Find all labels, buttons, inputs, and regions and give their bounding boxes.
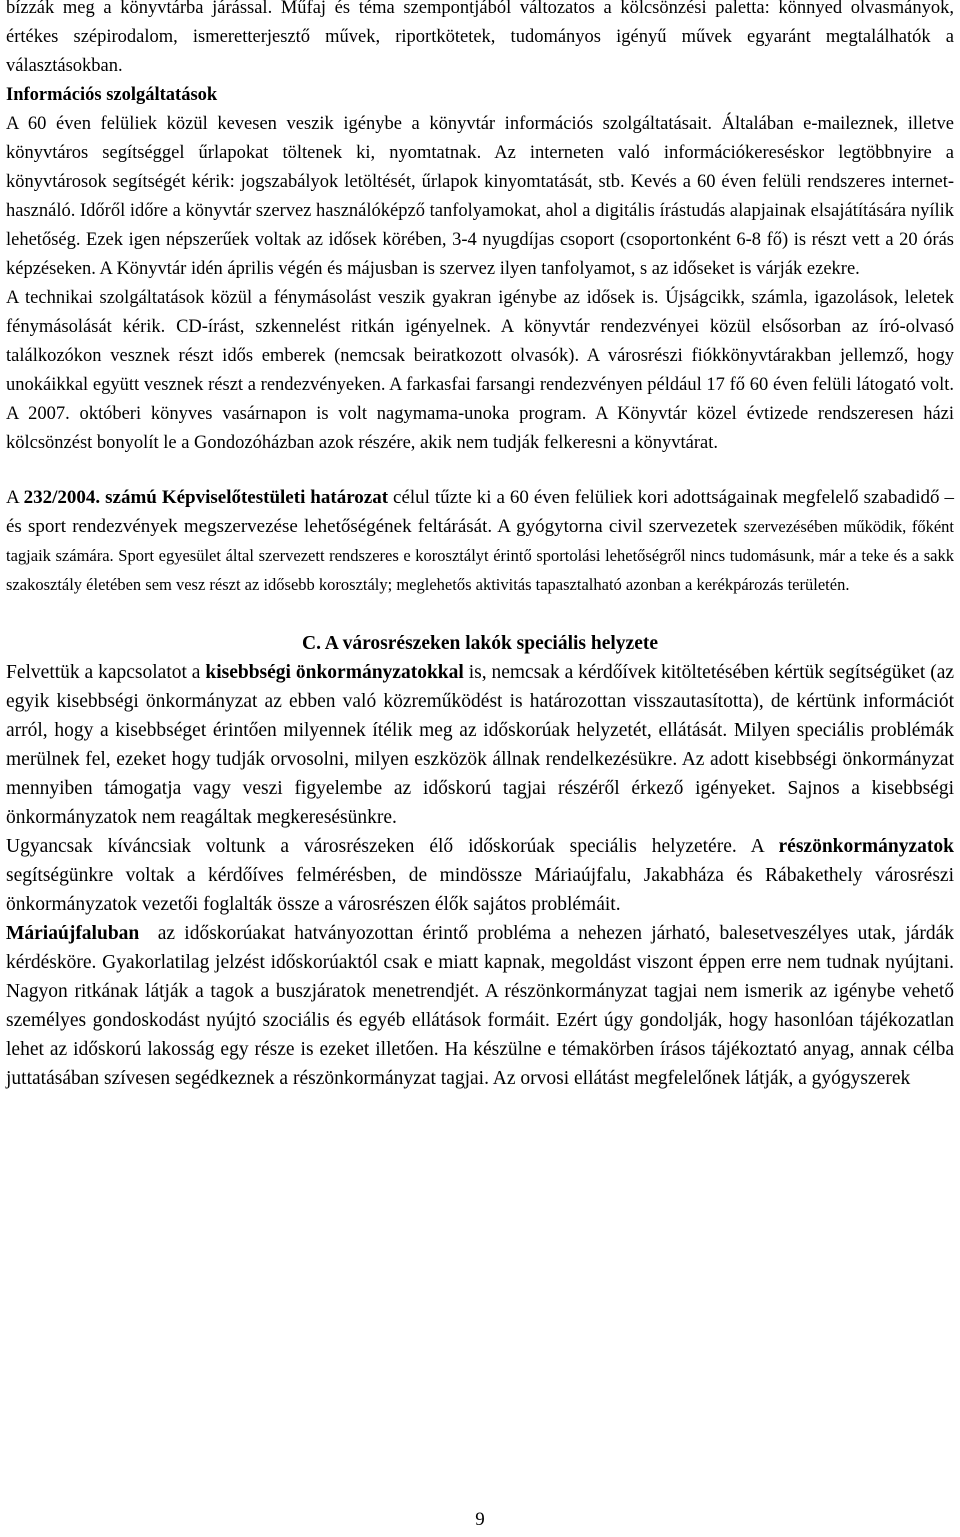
resolution-prefix: A (6, 487, 24, 508)
mariaujfalu-paragraph (6, 919, 959, 1093)
resolution-text: célul tűzte ki a 60 éven felüliek kori adottságainak megfelelő szabadidő –és sport rendezvények megszervezése lehetőségének feltárását. A gyógytorna civil szervezetek (6, 487, 955, 537)
spacer (6, 458, 954, 483)
library-section (6, 0, 954, 458)
minority-paragraph (6, 658, 954, 832)
district-bold: részönkormányzatok (778, 836, 954, 857)
minority-text-a: Felvettük a kapcsolatot a (6, 662, 206, 683)
district-paragraph (6, 832, 954, 919)
resolution-small-text: szervezésében működik, főként tagjaik számára. Sport egyesület által szervezett rendszeres e korosztályt érintő sportolási lehetőségről nincs tudomásunk, már a teke és a sakk szakosztály életében sem vesz részt az idősebb korosztály; meglehetős aktivitás tapasztalható azonban a kerékpározás területén. (6, 517, 954, 594)
resolution-section (6, 483, 954, 599)
district-text-a: Ugyancsak kíváncsiak voltunk a városrészeken élő időskorúak speciális helyzetére. A (6, 836, 779, 857)
resolution-number: 232/2004. (23, 487, 101, 508)
info-services-heading: Információs szolgáltatások (6, 85, 218, 105)
district-text-b: segítségünkre voltak a kérdőíves felmérésben, de mindössze Máriaújfalu, Jakabháza és Rábakethely városrészi önkormányzatok vezetői foglalták össze a városrészen élők sajátos problémáit. (6, 865, 954, 915)
mariaujfalu-bold: Máriaújfaluban (6, 923, 140, 944)
resolution-paragraph (6, 483, 954, 599)
spacer (6, 599, 954, 629)
minority-bold: kisebbségi önkormányzatokkal (205, 662, 464, 683)
technical-services-paragraph: A technikai szolgáltatások közül a fénymásolást veszik gyakran igénybe az idősek is. Újságcikk, számla, igazolások, leletek fénymásolását kérik. CD-írást, szkennelést ritkán igényelnek. A könyvtár rendezvényei közül elsősorban az író-olvasó találkozókon vesznek részt idős emberek (nemcsak beiratkozott olvasók). A városrészi fiókkönyvtárakban jellemző, hogy unokáikkal együtt vesznek részt a rendezvényeken. A farkasfai farsangi rendezvényen például 17 fő 60 éven felüli látogató volt. A 2007. októberi könyves vasárnapon is volt nagymama-unoka program. A Könyvtár közel évtizede rendszeresen házi kölcsönzést bonyolít le a Gondozóházban azok részére, akik nem tudják felkeresni a könyvtárat. (6, 288, 954, 453)
info-services-paragraph: A 60 éven felüliek közül kevesen veszik igénybe a könyvtár információs szolgáltatásait. Általában e-maileznek, illetve könyvtáros segítséggel űrlapokat töltenek ki, nyomtatnak. Az interneten való információkereséskor legtöbbnyire a könyvtárosok segítségét kérik: jogszabályok letöltését, űrlapok kinyomtatását, stb. Kevés a 60 éven felüli rendszeres internet-használó. Időről időre a könyvtár szervez használóképző tanfolyamokat, ahol a digitális írástudás alapjainak elsajátítására nyílik lehetőség. Ezek igen népszerűek voltak az idősek körében, 3-4 nyugdíjas csoport (csoportonként 6-8 fő) is részt vett a 20 órás képzéseken. A Könyvtár idén április végén és májusban is szervez ilyen tanfolyamot, s az időseket is várják ezekre. (6, 114, 954, 279)
intro-paragraph: bízzák meg a könyvtárba járással. Műfaj és téma szempontjából változatos a kölcsönzési paletta: könnyed olvasmányok, értékes szépirodalom, ismeretterjesztő művek, riportkötetek, tudományos igényű művek egyaránt megtalálhatók a választásokban. (6, 0, 954, 76)
minority-text-b: is, nemcsak a kérdőívek kitöltetésében kértük segítségüket (az egyik kisebbségi önkormányzat az ebben való közreműködést is határozottan visszautasította), de kértünk információt arról, hogy a kisebbséget érintően milyennek ítélik meg az időskorúak helyzetét, ellátását. Milyen speciális problémák merülnek fel, ezeket hogy tudják orvosolni, milyen eszközök állnak rendelkezésükre. Az adott kisebbségi önkormányzat mennyiben támogatja vagy veszi figyelembe az időskorú tagjai részéről érkező igényeket. Sajnos a kisebbségi önkormányzatok nem reagáltak megkeresésünkre. (6, 662, 954, 828)
resolution-title: számú Képviselőtestületi határozat (105, 487, 389, 508)
document-page (6, 0, 959, 1093)
section-c-title: C. A városrészeken lakók speciális helyzete (301, 633, 659, 654)
section-c (6, 629, 959, 1093)
mariaujfalu-text: az időskorúakat hatványozottan érintő probléma a nehezen járható, balesetveszélyes utak, járdák kérdésköre. Gyakorlatilag jelzést időskorúaktól csak e miatt kapnak, megoldást viszont éppen erre nem tudnak nyújtani. Nagyon ritkának látják a tagok a buszjáratok menetrendjét. A részönkormányzat tagjai nem ismerik az igénybe vehető személyes gondoskodást nyújtó szociális és egyéb ellátások formáit. Ezért úgy gondolják, hogy hasonlóan tájékozatlan lehet az időskorú lakosság egy része is ezeket illetően. Ha készülne e témakörben írásos tájékoztató anyag, annak célba juttatásában szívesen segédkeznek a részönkormányzat tagjai. Az orvosi ellátást megfelelőnek látják, a gyógyszerek (6, 923, 959, 1089)
page-number: 9 (475, 1509, 485, 1530)
